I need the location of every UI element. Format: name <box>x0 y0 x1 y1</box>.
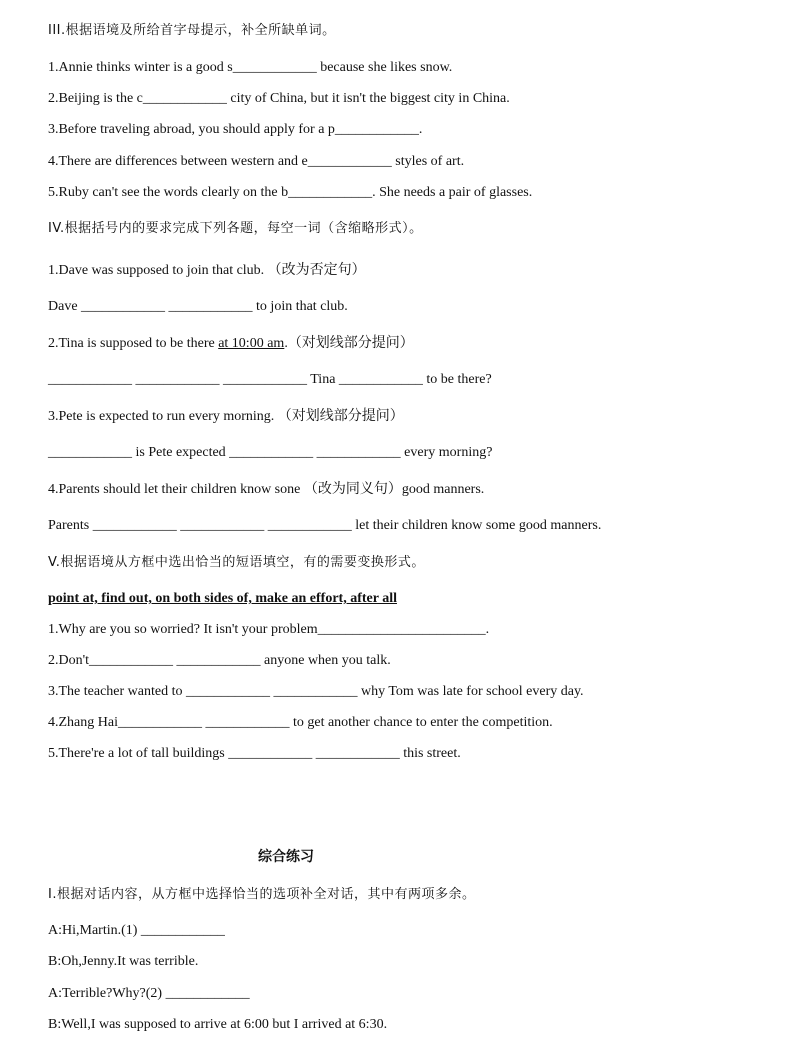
section-5-item-3: 3.The teacher wanted to ____________ ____________ why Tom was late for school every day. <box>48 684 584 699</box>
question-2-underlined: at 10:00 am <box>218 336 285 351</box>
question-2-post: .（对划线部分提问） <box>284 336 414 351</box>
section-5-item-2: 2.Don't____________ ____________ anyone when you talk. <box>48 653 391 668</box>
dialogue-line-2: B:Oh,Jenny.It was terrible. <box>48 954 199 969</box>
section-4-answer-3: ____________ is Pete expected ____________ ____________ every morning? <box>48 445 493 460</box>
section-4-question-4: 4.Parents should let their children know sone （改为同义句）good manners. <box>48 482 485 497</box>
section-4-answer-2: ____________ ____________ ____________ Tina ____________ to be there? <box>48 372 492 387</box>
question-2-pre: 2.Tina is supposed to be there <box>48 336 219 351</box>
section-3-item-3: 3.Before traveling abroad, you should apply for a p____________. <box>48 122 423 137</box>
section-5-item-4: 4.Zhang Hai____________ ____________ to get another chance to enter the competition. <box>48 715 553 730</box>
section-4-answer-4: Parents ____________ ____________ ____________ let their children know some good manners. <box>48 518 602 533</box>
section-3-item-1: 1.Annie thinks winter is a good s____________ because she likes snow. <box>48 60 453 75</box>
section-4-question-2 <box>48 335 414 353</box>
section-5-heading: V.根据语境从方框中选出恰当的短语填空，有的需要变换形式。 <box>48 555 425 570</box>
section-3-item-4: 4.There are differences between western and e____________ styles of art. <box>48 154 465 169</box>
section-4-heading: IV.根据括号内的要求完成下列各题，每空一词（含缩略形式）。 <box>48 221 423 236</box>
comprehensive-title: 综合练习 <box>258 849 314 865</box>
section-5-item-1: 1.Why are you so worried? It isn't your problem________________________. <box>48 622 490 637</box>
section-4-question-1: 1.Dave was supposed to join that club. （改为否定句） <box>48 263 366 278</box>
dialogue-line-3: A:Terrible?Why?(2) ____________ <box>48 986 250 1001</box>
section-4-answer-1: Dave ____________ ____________ to join that club. <box>48 299 348 314</box>
section-3-item-2: 2.Beijing is the c____________ city of China, but it isn't the biggest city in China. <box>48 91 510 106</box>
dialogue-line-4: B:Well,I was supposed to arrive at 6:00 but I arrived at 6:30. <box>48 1017 388 1032</box>
comprehensive-heading: I.根据对话内容，从方框中选择恰当的选项补全对话，其中有两项多余。 <box>48 887 476 902</box>
section-4-question-3: 3.Pete is expected to run every morning. （对划线部分提问） <box>48 409 404 424</box>
section-3-heading: III.根据语境及所给首字母提示，补全所缺单词。 <box>48 23 336 38</box>
section-3-item-5: 5.Ruby can't see the words clearly on the b____________. She needs a pair of glasses. <box>48 185 533 200</box>
section-5-item-5: 5.There're a lot of tall buildings ____________ ____________ this street. <box>48 746 461 761</box>
phrase-box: point at, find out, on both sides of, make an effort, after all <box>48 591 397 606</box>
dialogue-line-1: A:Hi,Martin.(1) ____________ <box>48 923 225 938</box>
